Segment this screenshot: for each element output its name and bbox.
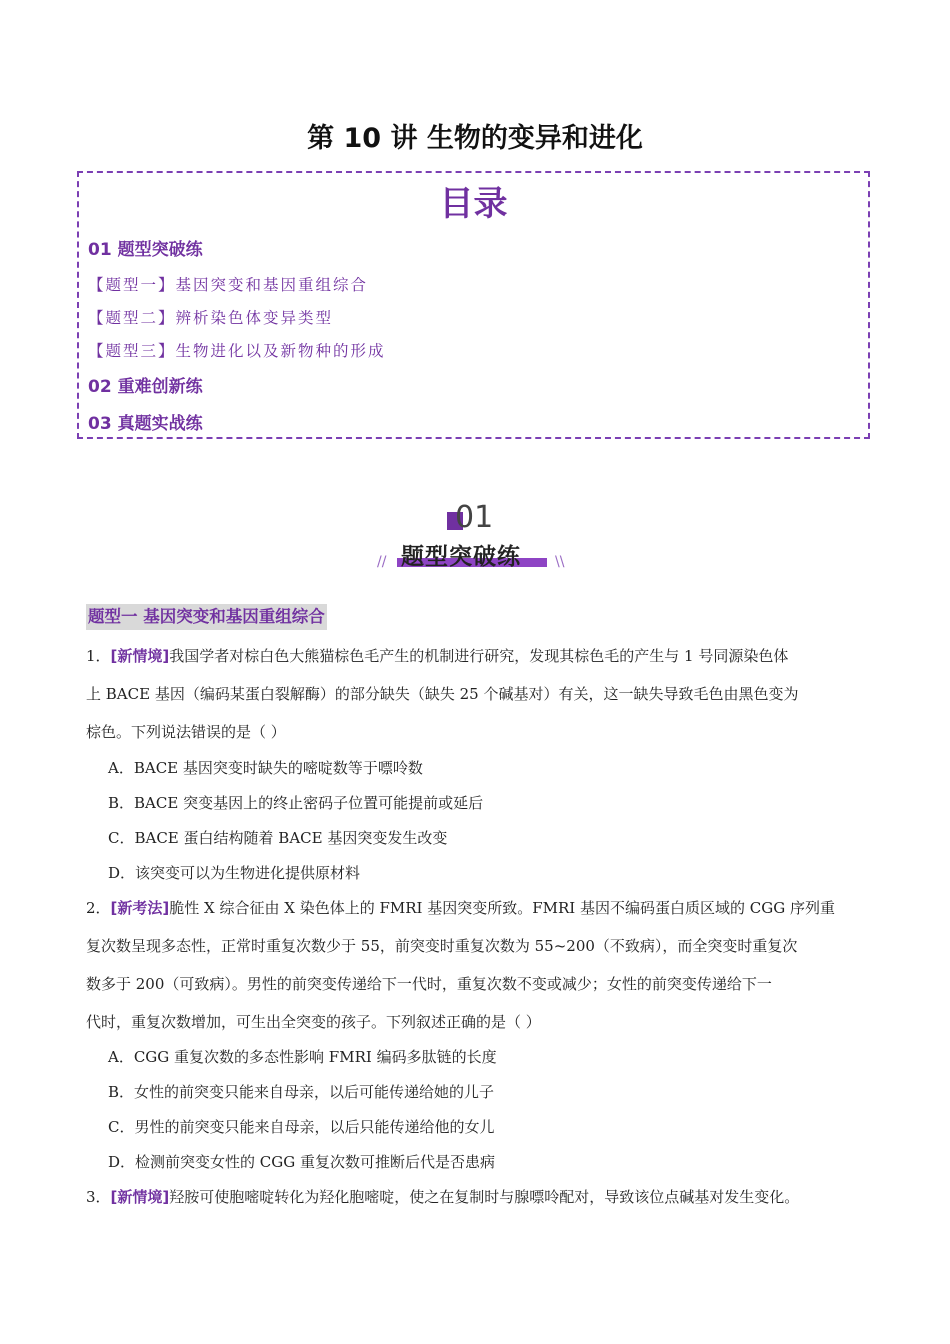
question-2-option-b[interactable]: B．女性的前突变只能来自母亲，以后可能传递给她的儿子 xyxy=(108,1083,495,1101)
question-1-line-3: 棕色。下列说法错误的是（ ） xyxy=(86,723,286,741)
question-type-heading: 题型一 基因突变和基因重组综合 xyxy=(86,604,327,630)
toc-item-3[interactable]: 【题型三】生物进化以及新物种的形成 xyxy=(88,342,386,360)
question-2-option-d[interactable]: D．检测前突变女性的 CGG 重复次数可推断后代是否患病 xyxy=(108,1153,496,1171)
banner-slash-right: \\ xyxy=(555,554,565,570)
toc-section-3[interactable]: 03 真题实战练 xyxy=(88,414,203,434)
question-2-option-c[interactable]: C．男性的前突变只能来自母亲，以后只能传递给他的女儿 xyxy=(108,1118,495,1136)
toc-section-2[interactable]: 02 重难创新练 xyxy=(88,377,203,397)
question-2-line-4: 代时，重复次数增加，可生出全突变的孩子。下列叙述正确的是（ ） xyxy=(86,1013,541,1031)
question-2-option-a[interactable]: A．CGG 重复次数的多态性影响 FMRI 编码多肽链的长度 xyxy=(108,1048,497,1066)
question-number: 3． xyxy=(86,1188,111,1206)
question-text: 脆性 X 综合征由 X 染色体上的 FMRI 基因突变所致。FMRI 基因不编码蛋白质区域的 CGG 序列重 xyxy=(169,899,835,917)
banner-number: 01 xyxy=(455,500,494,535)
question-1-line-2: 上 BACE 基因（编码某蛋白裂解酶）的部分缺失（缺失 25 个碱基对）有关，这一缺失导致毛色由黑色变为 xyxy=(86,685,799,703)
question-3-line-1 xyxy=(86,1186,799,1207)
question-1-option-d[interactable]: D．该突变可以为生物进化提供原材料 xyxy=(108,864,361,882)
banner-label: 题型突破练 xyxy=(401,544,521,570)
question-number: 2． xyxy=(86,899,111,917)
toc-section-1[interactable]: 01 题型突破练 xyxy=(88,240,203,260)
question-2-line-2: 复次数呈现多态性，正常时重复次数少于 55，前突变时重复次数为 55~200（不致病），而全突变时重复次 xyxy=(86,937,798,955)
question-text: 羟胺可使胞嘧啶转化为羟化胞嘧啶，使之在复制时与腺嘌呤配对，导致该位点碱基对发生变化。 xyxy=(169,1188,800,1206)
question-tag: [新考法] xyxy=(110,899,170,917)
question-tag: [新情境] xyxy=(110,647,170,665)
question-1-line-1 xyxy=(86,645,788,666)
banner-slash-left: // xyxy=(377,554,387,570)
toc-item-2[interactable]: 【题型二】辨析染色体变异类型 xyxy=(88,309,334,327)
question-2-line-1 xyxy=(86,897,835,918)
question-2-line-3: 数多于 200（可致病）。男性的前突变传递给下一代时，重复次数不变或减少；女性的前突变传递给下一 xyxy=(86,975,772,993)
page-title: 第 10 讲 生物的变异和进化 xyxy=(307,123,643,154)
toc-item-1[interactable]: 【题型一】基因突变和基因重组综合 xyxy=(88,276,369,294)
toc-heading: 目录 xyxy=(439,184,508,224)
question-number: 1． xyxy=(86,647,111,665)
question-tag: [新情境] xyxy=(110,1188,170,1206)
question-1-option-a[interactable]: A．BACE 基因突变时缺失的嘧啶数等于嘌呤数 xyxy=(108,759,423,777)
section-banner xyxy=(375,498,575,578)
question-1-option-c[interactable]: C．BACE 蛋白结构随着 BACE 基因突变发生改变 xyxy=(108,829,448,847)
question-1-option-b[interactable]: B．BACE 突变基因上的终止密码子位置可能提前或延后 xyxy=(108,794,484,812)
question-text: 我国学者对棕白色大熊猫棕色毛产生的机制进行研究，发现其棕色毛的产生与 1 号同源染色体 xyxy=(169,647,789,665)
table-of-contents xyxy=(77,171,870,439)
